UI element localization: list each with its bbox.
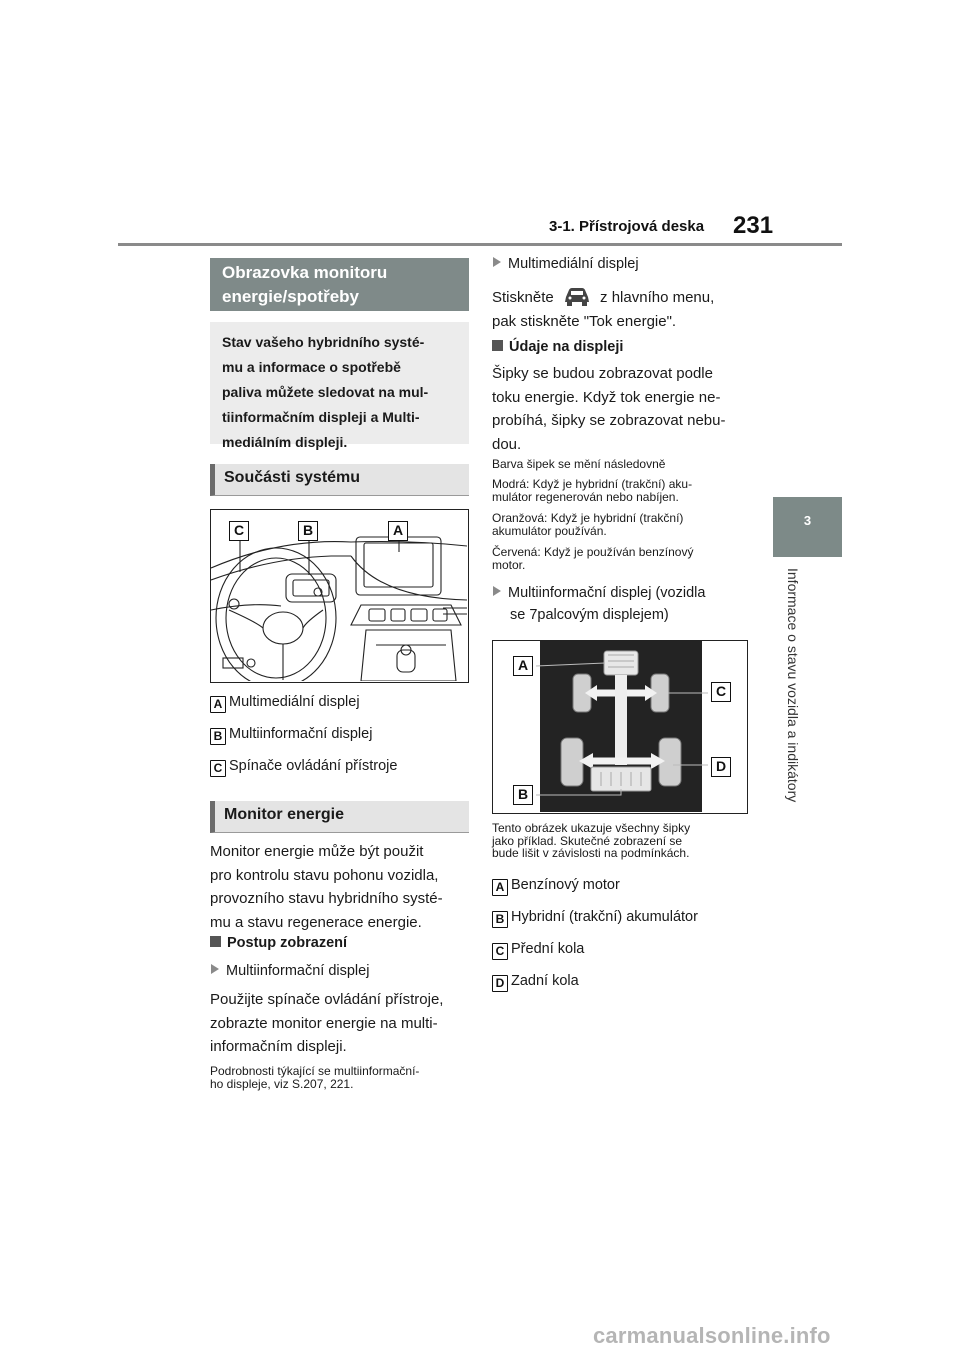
chapter-number: 3 [803, 513, 812, 528]
intro-line: mu a informace o spotřebě [222, 359, 401, 375]
intro-line: Stav vašeho hybridního systé- [222, 334, 425, 350]
monitor-paragraph [210, 840, 480, 934]
legend-letter: B [492, 911, 508, 928]
bullet-multiinfo-7in [493, 585, 705, 601]
triangle-bullet-icon [211, 964, 219, 974]
legend-text: Multimediální displej [229, 694, 360, 710]
text-line: mulátor regenerován nebo nabíjen. [492, 489, 679, 504]
legend2-item-a [492, 877, 620, 896]
data-heading [492, 339, 623, 355]
legend-letter: B [210, 728, 226, 745]
section-title: 3-1. Přístrojová deska [549, 218, 705, 235]
energy-flow-illustration [492, 640, 748, 814]
legend-letter: A [210, 696, 226, 713]
text-line: jako příklad. Skutečné zobrazení se [492, 833, 683, 848]
main-heading-line1: Obrazovka monitoru [222, 263, 388, 282]
intro-box [210, 322, 469, 450]
text-line: probíhá, šipky se zobrazovat nebu- [492, 412, 726, 429]
car-icon [562, 285, 592, 307]
text-line: Červená: Když je používán benzínový [492, 545, 694, 559]
monitor-heading: Monitor energie [210, 801, 469, 833]
text-line: pak stiskněte "Tok energie". [492, 312, 677, 330]
callout-d: D [711, 757, 731, 777]
text-line: akumulátor používán. [492, 523, 607, 538]
bullet-multiinfo [211, 963, 369, 979]
text-line: motor. [492, 557, 526, 572]
text-line: Šipky se budou zobrazovat podle [492, 365, 713, 382]
legend2-item-c [492, 941, 584, 960]
color-red [492, 546, 762, 571]
legend-letter: A [492, 879, 508, 896]
legend-text: Multiinformační displej [229, 726, 373, 742]
data-heading-text: Údaje na displeji [509, 339, 624, 355]
legend-text: Hybridní (trakční) akumulátor [511, 909, 698, 925]
square-bullet-icon [210, 936, 221, 947]
dashboard-illustration [210, 509, 469, 683]
chapter-tab [773, 497, 842, 557]
postup-heading-text: Postup zobrazení [227, 935, 348, 951]
legend-text: Spínače ovládání přístroje [229, 758, 398, 774]
intro-line: paliva můžete sledovat na mul- [222, 384, 429, 400]
text-line: informačním displeji. [210, 1038, 347, 1055]
legend-text: Zadní kola [511, 973, 579, 989]
callout-b: B [298, 521, 318, 541]
legend-letter: C [492, 943, 508, 960]
callout-c: C [711, 682, 731, 702]
legend2-item-d [492, 973, 579, 992]
text-line: Podrobnosti týkající se multiinformační- [210, 1064, 420, 1078]
bullet-text: Multiinformační displej [226, 963, 370, 979]
press-text-after: z hlavního menu, [600, 289, 715, 306]
text-line: dou. [492, 435, 522, 453]
reference-note [210, 1065, 480, 1090]
press-instruction [492, 285, 762, 333]
header-divider [118, 243, 842, 246]
bullet-text-line2: se 7palcovým displejem) [510, 607, 669, 623]
postup-paragraph [210, 988, 480, 1059]
color-orange [492, 512, 762, 537]
main-heading-line2: energie/spotřeby [222, 287, 359, 306]
text-line: Modrá: Když je hybridní (trakční) aku- [492, 477, 693, 491]
text-line: Monitor energie může být použit [210, 843, 424, 860]
intro-line: mediálním displeji. [222, 434, 348, 450]
dashboard-drawing [211, 510, 467, 681]
callout-a: A [513, 656, 533, 676]
legend-item-c [210, 758, 397, 777]
page-number: 231 [733, 212, 774, 239]
callout-c: C [229, 521, 249, 541]
legend-text: Benzínový motor [511, 877, 620, 893]
legend-text: Přední kola [511, 941, 585, 957]
chapter-title: Informace o stavu vozidla a indikátory [785, 568, 801, 803]
text-line: zobrazte monitor energie na multi- [210, 1014, 438, 1032]
press-text-before: Stiskněte [492, 289, 554, 306]
legend-item-b [210, 726, 372, 745]
text-line: Použijte spínače ovládání přístroje, [210, 991, 444, 1008]
text-line: mu a stavu regenerace energie. [210, 913, 422, 931]
square-bullet-icon [492, 340, 503, 351]
text-line: ho displeje, viz S.207, 221. [210, 1076, 354, 1091]
chapter-title-vertical [783, 568, 803, 828]
callout-b: B [513, 785, 533, 805]
data-paragraph [492, 362, 762, 456]
text-line: bude lišit v závislosti na podmínkách. [492, 846, 690, 860]
text-line: provozního stavu hybridního systé- [210, 890, 443, 907]
triangle-bullet-icon [493, 257, 501, 267]
color-line-0: Barva šipek se mění následovně [492, 457, 666, 471]
text-line: toku energie. Když tok energie ne- [492, 388, 721, 406]
callout-a: A [388, 521, 408, 541]
figure-caption [492, 822, 762, 860]
legend-letter: D [492, 975, 508, 992]
color-blue [492, 478, 762, 503]
triangle-bullet-icon [493, 586, 501, 596]
text-line: Oranžová: Když je hybridní (trakční) [492, 511, 684, 525]
watermark: carmanualsonline.info [593, 1323, 831, 1348]
intro-line: tiinformačním displeji a Multi- [222, 409, 420, 425]
text-line: pro kontrolu stavu pohonu vozidla, [210, 866, 439, 884]
bullet-text: Multiinformační displej (vozidla [508, 585, 706, 601]
bullet-multimedia [493, 256, 639, 272]
postup-heading [210, 935, 347, 951]
components-heading: Součásti systému [210, 464, 469, 496]
text-line: Tento obrázek ukazuje všechny šipky [492, 821, 691, 835]
bullet-text: Multimediální displej [508, 256, 639, 272]
legend2-item-b [492, 909, 698, 928]
legend-letter: C [210, 760, 226, 777]
main-heading [210, 258, 469, 311]
legend-item-a [210, 694, 360, 713]
